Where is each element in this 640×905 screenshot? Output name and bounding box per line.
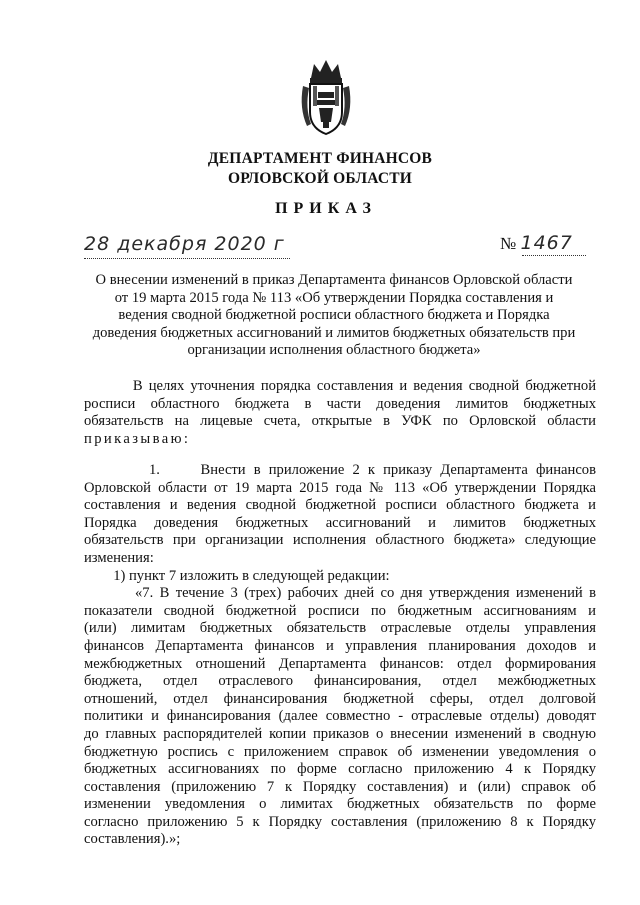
body-line: политики и финансирования (далее совместно - отраслевые отделы) доводят xyxy=(84,708,596,725)
subject-line: ведения сводной бюджетной росписи областного бюджета и Порядка xyxy=(118,307,550,323)
subject-line: организации исполнения областного бюджета» xyxy=(187,342,481,358)
order-body xyxy=(84,462,596,849)
body-line: бюджета, отдел отраслевого финансирования, отдел межбюджетных xyxy=(84,673,596,690)
preamble-prikazyvayu: приказываю: xyxy=(84,430,191,447)
body-line: изменении уведомления о лимитах бюджетных обязательств по форме xyxy=(84,796,596,813)
body-line: Порядка доведения бюджетных ассигнований и лимитов бюджетных xyxy=(84,514,596,531)
subject-line: от 19 марта 2015 года № 113 «Об утверждении Порядка составления и xyxy=(114,289,554,306)
body-line: до главных распорядителей копии приказов о внесении изменений в сводную xyxy=(84,725,596,742)
body-line: показатели сводной бюджетной росписи по бюджетным ассигнованиям и xyxy=(84,602,596,619)
body-line: изменения: xyxy=(84,549,154,566)
body-line: (или) лимитам бюджетных обязательств отраслевые отделы управления xyxy=(84,620,596,637)
body-line: 1) пункт 7 изложить в следующей редакции: xyxy=(84,567,390,584)
body-line: составления).»; xyxy=(84,831,181,848)
order-subject xyxy=(84,272,584,360)
body-line: Орловской области от 19 марта 2015 года № 113 «Об утверждении Порядка xyxy=(84,479,596,496)
number-sign: № xyxy=(500,234,517,253)
body-line: обязательств при организации исполнения областного бюджета» следующие xyxy=(84,532,596,549)
organization-name-line1: ДЕПАРТАМЕНТ ФИНАНСОВ xyxy=(207,150,433,167)
subject-line: О внесении изменений в приказ Департамента финансов Орловской области xyxy=(95,272,573,288)
body-line: согласно приложению 5 к Порядку составления (приложению 8 к Порядку xyxy=(84,813,596,830)
body-line: составления (приложению 7 к Порядку составления) и (или) справок об xyxy=(84,778,596,795)
handwritten-date: 28 декабря 2020 г xyxy=(84,233,285,255)
body-line: финансов Департамента финансов и управления планирования доходов и xyxy=(84,637,596,654)
handwritten-number: 1467 xyxy=(520,232,573,254)
body-line: «7. В течение 3 (трех) рабочих дней со дня утверждения изменений в xyxy=(84,585,596,602)
body-line: составления и ведения сводной бюджетной росписи областного бюджета и xyxy=(84,497,596,514)
preamble-paragraph xyxy=(84,378,596,448)
body-line: межбюджетных отношений Департамента финансов: отдел формирования xyxy=(84,655,596,672)
body-line: отношений, отдел финансирования бюджетной сферы, отдел долговой xyxy=(84,690,596,707)
preamble-line: росписи областного бюджета в части доведения лимитов бюджетных xyxy=(84,395,596,412)
organization-name-line2: ОРЛОВСКОЙ ОБЛАСТИ xyxy=(227,170,413,187)
document-type-heading: ПРИКАЗ xyxy=(275,200,377,217)
body-line: бюджетную роспись с приложением справок об изменении уведомления о xyxy=(84,743,596,760)
subject-line: доведения бюджетных ассигнований и лимитов бюджетных обязательств при xyxy=(92,324,576,341)
body-line: бюджетных ассигнованиях по форме согласно приложению 4 к Порядку xyxy=(84,761,596,778)
preamble-line: В целях уточнения порядка составления и ведения сводной бюджетной xyxy=(84,378,596,394)
coat-of-arms-icon xyxy=(297,56,355,138)
order-number xyxy=(500,232,573,254)
body-line: 1. Внести в приложение 2 к приказу Департамента финансов xyxy=(84,462,596,478)
preamble-line: обязательств на лицевые счета, открытые в УФК по Орловской области xyxy=(84,413,596,430)
number-underline xyxy=(522,255,586,256)
date-underline xyxy=(84,258,290,259)
